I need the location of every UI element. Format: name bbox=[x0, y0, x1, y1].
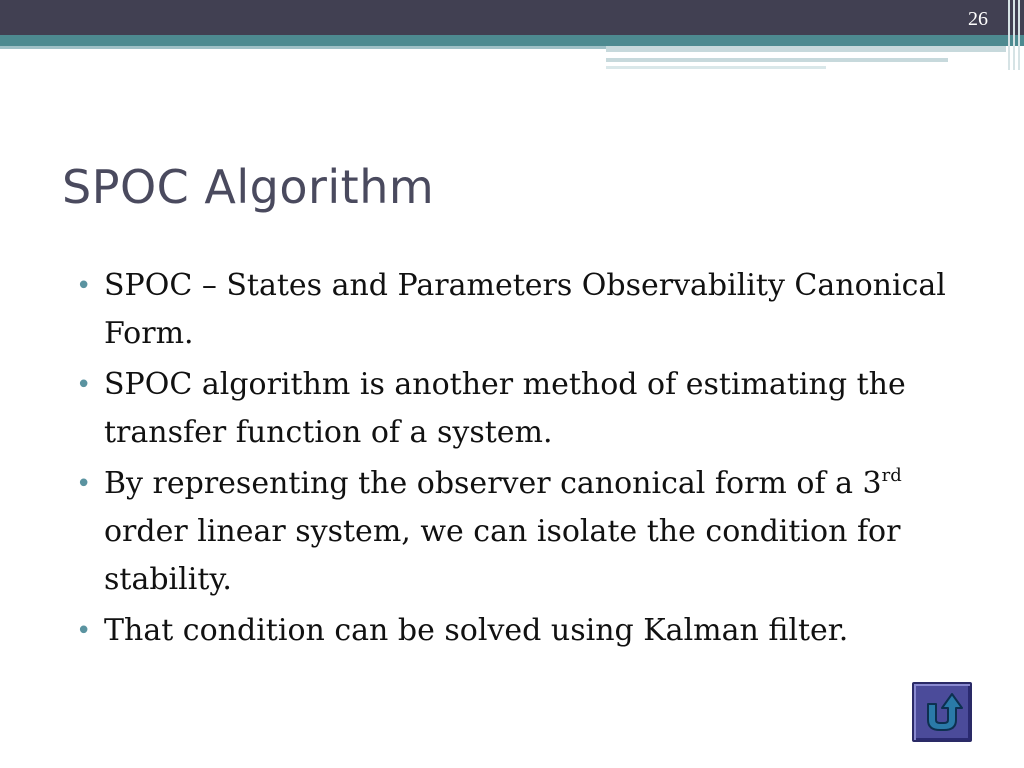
return-arrow-icon bbox=[920, 690, 964, 734]
bullet-text: By representing the observer canonical form of a 3 bbox=[104, 466, 882, 501]
bullet-text: SPOC – States and Parameters Observability Canonical Form. bbox=[104, 268, 946, 351]
decorative-line bbox=[606, 58, 948, 62]
bullet-dot-icon: • bbox=[76, 370, 92, 400]
bullet-text: SPOC algorithm is another method of estimating the transfer function of a system. bbox=[104, 367, 906, 450]
ordinal-superscript: rd bbox=[881, 465, 902, 486]
header-band bbox=[0, 0, 1024, 35]
slide-number: 26 bbox=[968, 8, 988, 30]
decorative-bar bbox=[1013, 0, 1015, 70]
bullet-text: order linear system, we can isolate the condition for stability. bbox=[104, 514, 901, 597]
bullet-text: That condition can be solved using Kalman filter. bbox=[104, 613, 849, 648]
bullet-dot-icon: • bbox=[76, 271, 92, 301]
return-button[interactable] bbox=[912, 682, 972, 742]
bullet-item bbox=[74, 262, 974, 358]
bullet-item bbox=[74, 607, 974, 655]
decorative-line bbox=[606, 46, 1006, 52]
accent-band bbox=[0, 35, 1024, 46]
bullet-list bbox=[74, 262, 974, 658]
bullet-dot-icon: • bbox=[76, 616, 92, 646]
decorative-line bbox=[606, 66, 826, 69]
decorative-bar bbox=[1008, 0, 1010, 70]
bullet-dot-icon: • bbox=[76, 469, 92, 499]
decorative-lines bbox=[606, 46, 1006, 70]
decorative-vertical-bars bbox=[1006, 0, 1024, 70]
decorative-bar bbox=[1018, 0, 1020, 70]
bullet-item bbox=[74, 460, 974, 604]
accent-strip bbox=[0, 46, 608, 49]
slide-title: SPOC Algorithm bbox=[62, 160, 435, 214]
bullet-item bbox=[74, 361, 974, 457]
